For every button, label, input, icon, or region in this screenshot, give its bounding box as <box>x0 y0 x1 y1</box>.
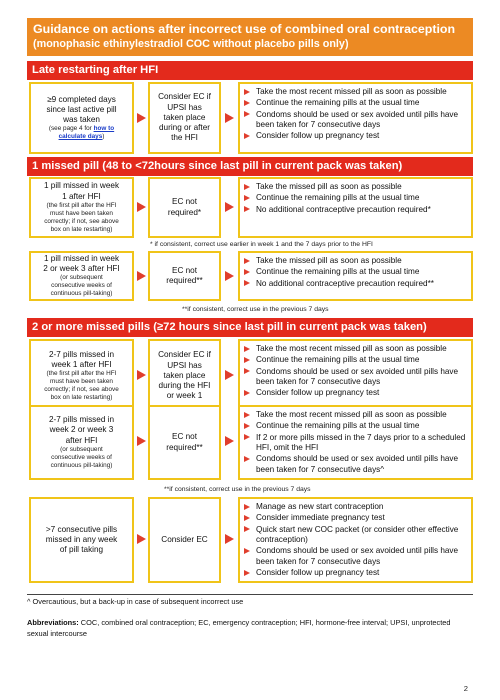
over-seven-condition-box: >7 consecutive pills missed in any week of pill taking <box>29 497 134 583</box>
one-missed-week2-condition-box: 1 pill missed in week 2 or week 3 after HFI (or subsequent consecutive weeks of continuous pill-taking) <box>29 251 134 301</box>
action-item: Take the most recent missed pill as soon as possible <box>244 410 467 420</box>
action-item: Continue the remaining pills at the usual time <box>244 355 467 365</box>
arrow-icon <box>137 202 146 212</box>
bullet-arrow-icon <box>244 184 250 190</box>
bullet-arrow-icon <box>244 100 250 106</box>
action-item: Condoms should be used or sex avoided until pills have been taken for 7 consecutive days <box>244 367 467 387</box>
arrow-icon <box>137 534 146 544</box>
arrow-icon <box>137 113 146 123</box>
section-heading-two-or-more: 2 or more missed pills (≥72 hours since last pill in current pack was taken) <box>27 318 473 337</box>
overcautious-footnote: ^ Overcautious, but a back-up in case of subsequent incorrect use <box>27 597 244 606</box>
action-item: Take the missed pill as soon as possible <box>244 182 467 192</box>
arrow-icon <box>225 370 234 380</box>
bullet-arrow-icon <box>244 346 250 352</box>
one-missed-week2-actions <box>238 251 473 301</box>
two-plus-week2-condition-box: 2-7 pills missed in week 2 or week 3 after HFI (or subsequent consecutive weeks of continuous pill-taking) <box>29 405 134 480</box>
footnote-week1: * if consistent, correct use earlier in week 1 and the 7 days prior to the HFI <box>150 241 373 248</box>
two-plus-week1-condition-box: 2-7 pills missed in week 1 after HFI (the first pill after the HFI must have been taken correctly; if not, see above box on late restarting) <box>29 339 134 413</box>
bullet-arrow-icon <box>244 390 250 396</box>
late-restart-actions <box>238 82 473 154</box>
two-plus-week2-ec-box: EC not required** <box>148 405 221 480</box>
arrow-icon <box>225 113 234 123</box>
action-item: No additional contraceptive precaution required* <box>244 205 467 215</box>
bullet-arrow-icon <box>244 434 250 440</box>
over-seven-ec-box: Consider EC <box>148 497 221 583</box>
page-number: 2 <box>463 684 468 693</box>
bullet-arrow-icon <box>244 423 250 429</box>
bullet-arrow-icon <box>244 515 250 521</box>
two-plus-week1-actions <box>238 339 473 413</box>
one-missed-week1-actions <box>238 177 473 238</box>
section-heading-late-restart: Late restarting after HFI <box>27 61 473 80</box>
page-subtitle: (monophasic ethinylestradiol COC without placebo pills only) <box>33 38 349 50</box>
arrow-icon <box>137 436 146 446</box>
action-item: Consider follow up pregnancy test <box>244 388 467 398</box>
action-item: Take the most recent missed pill as soon as possible <box>244 344 467 354</box>
condition-line: was taken <box>63 115 100 125</box>
arrow-icon <box>225 534 234 544</box>
one-missed-week2-ec-box: EC not required** <box>148 251 221 301</box>
action-item: Take the missed pill as soon as possible <box>244 256 467 266</box>
one-missed-week1-ec-box: EC not required* <box>148 177 221 238</box>
bullet-arrow-icon <box>244 111 250 117</box>
action-item: Manage as new start contraception <box>244 502 467 512</box>
bullet-arrow-icon <box>244 526 250 532</box>
action-item: Condoms should be used or sex avoided until pills have been taken for 7 consecutive days^ <box>244 454 467 474</box>
bullet-arrow-icon <box>244 456 250 462</box>
action-item: Take the most recent missed pill as soon as possible <box>244 87 467 97</box>
abbreviations: Abbreviations: COC, combined oral contraception; EC, emergency contraception; HFI, hormone-free interval; UPSI, unprotected sexual intercourse <box>27 618 451 638</box>
condition-line: ≥9 completed days <box>47 94 116 104</box>
bullet-arrow-icon <box>244 570 250 576</box>
action-item: Condoms should be used or sex avoided until pills have been taken for 7 consecutive days <box>244 110 467 130</box>
bullet-arrow-icon <box>244 368 250 374</box>
arrow-icon <box>137 271 146 281</box>
bullet-arrow-icon <box>244 258 250 264</box>
action-item: Quick start new COC packet (or consider other effective contraception) <box>244 525 467 545</box>
action-item: Condoms should be used or sex avoided until pills have been taken for 7 consecutive days <box>244 546 467 566</box>
bullet-arrow-icon <box>244 133 250 139</box>
two-plus-week1-ec-box: Consider EC if UPSI has taken place during the HFI or week 1 <box>148 339 221 413</box>
section-heading-one-missed: 1 missed pill (48 to <72hours since last pill in current pack was taken) <box>27 157 473 176</box>
one-missed-week1-condition-box: 1 pill missed in week 1 after HFI (the first pill after the HFI must have been taken correctly; if not, see above box on late restarting) <box>29 177 134 238</box>
arrow-icon <box>137 370 146 380</box>
divider <box>27 594 473 595</box>
arrow-icon <box>225 271 234 281</box>
late-restart-condition-box <box>29 82 134 154</box>
action-item: Continue the remaining pills at the usual time <box>244 193 467 203</box>
action-item: Consider follow up pregnancy test <box>244 568 467 578</box>
condition-line: since last active pill <box>46 104 117 114</box>
guidance-banner <box>27 18 473 56</box>
bullet-arrow-icon <box>244 280 250 286</box>
condition-reference: (see page 4 for how to calculate days) <box>48 125 115 141</box>
page-title: Guidance on actions after incorrect use of combined oral contraception <box>33 22 456 36</box>
bullet-arrow-icon <box>244 548 250 554</box>
two-plus-week2-actions <box>238 405 473 480</box>
action-item: Continue the remaining pills at the usual time <box>244 267 467 277</box>
bullet-arrow-icon <box>244 412 250 418</box>
late-restart-ec-box: Consider EC if UPSI has taken place during or after the HFI <box>148 82 221 154</box>
arrow-icon <box>225 202 234 212</box>
bullet-arrow-icon <box>244 269 250 275</box>
footnote-week2: **if consistent, correct use in the previous 7 days <box>182 306 329 313</box>
action-item: Consider immediate pregnancy test <box>244 513 467 523</box>
bullet-arrow-icon <box>244 357 250 363</box>
bullet-arrow-icon <box>244 206 250 212</box>
over-seven-actions <box>238 497 473 583</box>
action-item: Continue the remaining pills at the usual time <box>244 421 467 431</box>
calculate-days-link[interactable]: calculate days <box>58 133 103 141</box>
how-to-calculate-days-link[interactable]: how to <box>93 125 115 133</box>
bullet-arrow-icon <box>244 504 250 510</box>
action-item: Consider follow up pregnancy test <box>244 131 467 141</box>
bullet-arrow-icon <box>244 89 250 95</box>
action-item: No additional contraceptive precaution required** <box>244 279 467 289</box>
footnote-two-plus: **if consistent, correct use in the previous 7 days <box>164 486 311 493</box>
bullet-arrow-icon <box>244 195 250 201</box>
arrow-icon <box>225 436 234 446</box>
action-item: Continue the remaining pills at the usual time <box>244 98 467 108</box>
action-item: If 2 or more pills missed in the 7 days prior to a scheduled HFI, omit the HFI <box>244 433 467 453</box>
